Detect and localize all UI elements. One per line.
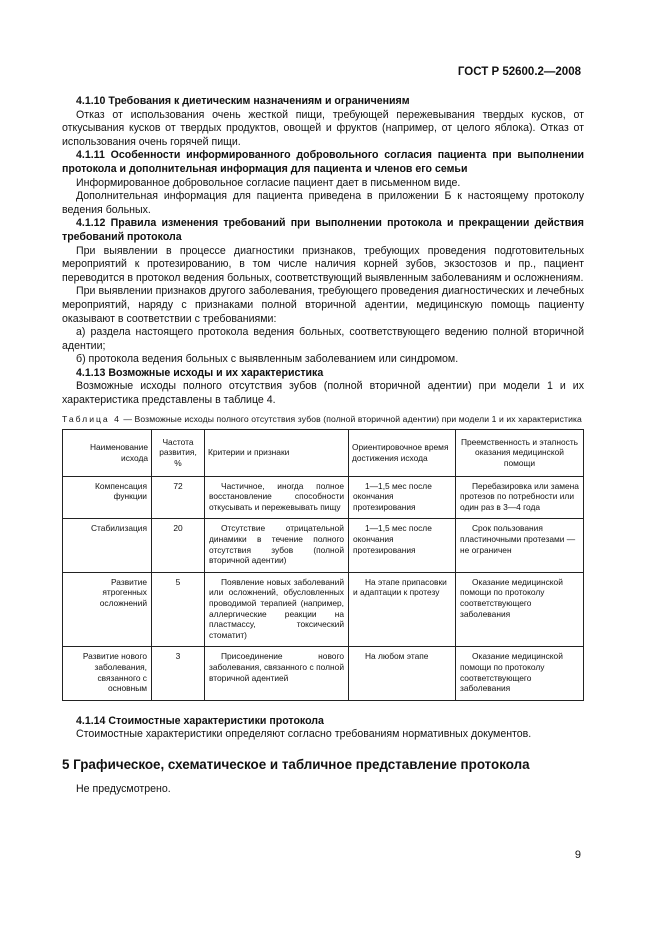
- heading-4-1-13: 4.1.13 Возможные исходы и их характеристика: [76, 366, 324, 379]
- table-row: [63, 572, 584, 647]
- table-caption-text: — Возможные исходы полного отсутствия зубов (полной вторичной адентии) при модели 1 и их характеристика: [120, 413, 582, 424]
- table-caption: [62, 414, 584, 425]
- cell-criteria: Присоединение нового заболевания, связанного с полной вторичной адентией: [205, 647, 349, 700]
- col-header-time: Ориентировочное время достижения исхода: [349, 429, 456, 476]
- cell-time: На этапе припасовки и адаптации к протезу: [349, 572, 456, 647]
- paragraph: Отказ от использования очень жесткой пищи, требующей пережевывания твердых кусков, от откусывания кусков от твердых продуктов, овощей и фруктов (например, от целого яблока). Отказ от использования очень горячей пищи.: [62, 108, 584, 148]
- cell-frequency: 20: [152, 519, 205, 572]
- table-row: [63, 519, 584, 572]
- heading-4-1-10: 4.1.10 Требования к диетическим назначениям и ограничениям: [76, 95, 410, 107]
- cell-continuity: Перебазировка или замена протезов по потребности или один раз в 3—4 года: [456, 476, 584, 519]
- paragraph: Дополнительная информация для пациента приведена в приложении Б к настоящему протоколу ведения больных.: [62, 190, 584, 216]
- col-header-continuity: Преемственность и этапность оказания медицинской помощи: [456, 429, 584, 476]
- paragraph: При выявлении в процессе диагностики признаков, требующих проведения подготовительных мероприятий к протезированию, в том числе наличия корней зубов, экзостозов и пр., пациент переводится в протокол ведения больных, соответствующий выявленным заболеваниям и осложнениям.: [62, 244, 584, 284]
- cell-name: Стабилизация: [63, 519, 152, 572]
- col-header-frequency: Частота развития, %: [152, 429, 205, 476]
- cell-continuity: Оказание медицинской помощи по протоколу соответствующего заболевания: [456, 572, 584, 647]
- outcomes-table: [62, 429, 584, 701]
- paragraph: Стоимостные характеристики определяют согласно требованиям нормативных документов.: [76, 728, 532, 741]
- col-header-criteria: Критерии и признаки: [205, 429, 349, 476]
- cell-name: Развитие ятрогенных осложнений: [63, 572, 152, 647]
- cell-criteria: Частичное, иногда полное восстановление способности откусывать и пережевывать пищу: [205, 476, 349, 519]
- paragraph: Информированное добровольное согласие пациент дает в письменном виде.: [76, 176, 461, 189]
- list-item: б) протокола ведения больных с выявленным заболеванием или синдромом.: [76, 353, 459, 366]
- cell-continuity: Срок пользования пластиночными протезами — не ограничен: [456, 519, 584, 572]
- table-caption-label: Таблица 4: [62, 413, 121, 424]
- table-header-row: [63, 429, 584, 476]
- cell-name: Компенсация функции: [63, 476, 152, 519]
- section-5-heading: 5 Графическое, схематическое и табличное представление протокола: [62, 756, 530, 772]
- cell-name: Развитие нового заболевания, связанного с основным: [63, 647, 152, 700]
- table-row: [63, 647, 584, 700]
- heading-4-1-12: 4.1.12 Правила изменения требований при выполнении протокола и прекращении действия требований протокола: [62, 217, 584, 243]
- heading-4-1-14: 4.1.14 Стоимостные характеристики протокола: [76, 714, 324, 727]
- paragraph: Возможные исходы полного отсутствия зубов (полной вторичной адентии) при модели 1 и их характеристика представлены в таблице 4.: [62, 380, 584, 407]
- doc-code: ГОСТ Р 52600.2—2008: [457, 66, 581, 78]
- content: [62, 95, 584, 797]
- cell-frequency: 72: [152, 476, 205, 519]
- list-item: а) раздела настоящего протокола ведения больных, соответствующего ведению полной вторичной адентии;: [62, 326, 584, 352]
- cell-time: 1—1,5 мес после окончания протезирования: [349, 476, 456, 519]
- cell-frequency: 3: [152, 647, 205, 700]
- cell-continuity: Оказание медицинской помощи по протоколу соответствующего заболевания: [456, 647, 584, 700]
- cell-criteria: Появление новых заболеваний или осложнений, обусловленных проводимой терапией (например, аллергические реакции на пластмассу, токсический стоматит): [205, 572, 349, 647]
- cell-time: На любом этапе: [349, 647, 456, 700]
- paragraph: При выявлении признаков другого заболевания, требующего проведения диагностических и лечебных мероприятий, наряду с признаками полной вторичной адентии, медицинскую помощь пациенту оказывают в соответствии с требованиями:: [62, 285, 584, 325]
- table-row: [63, 476, 584, 519]
- col-header-name: Наименование исхода: [63, 429, 152, 476]
- paragraph: Не предусмотрено.: [76, 782, 171, 795]
- page-number: 9: [574, 849, 581, 861]
- cell-time: 1—1,5 мес после окончания протезирования: [349, 519, 456, 572]
- heading-4-1-11: 4.1.11 Особенности информированного добровольного согласия пациента при выполнении протокола и дополнительная информация для пациента и членов его семьи: [62, 149, 584, 175]
- cell-criteria: Отсутствие отрицательной динамики в течение полного отсутствия зубов (полной вторичной адентии): [205, 519, 349, 572]
- cell-frequency: 5: [152, 572, 205, 647]
